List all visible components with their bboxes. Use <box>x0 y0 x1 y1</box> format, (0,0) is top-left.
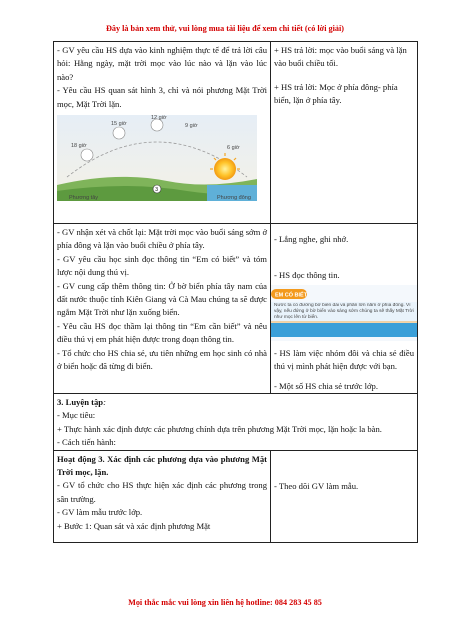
sun-icon <box>214 158 236 180</box>
teacher-activity-cell <box>54 450 271 542</box>
student-activity-text: - HS đọc thông tin. <box>274 270 340 281</box>
student-activity-cell <box>271 42 418 224</box>
practice-line: - Cách tiến hành: <box>57 437 116 448</box>
teacher-activity-text: - GV yêu cầu học sinh đọc thông tin “Em có biết” và tóm lược nội dung thú vị. <box>57 253 267 278</box>
teacher-activity-text: - GV yêu cầu HS dựa vào kinh nghiệm thực tế để trả lời câu hỏi: Hằng ngày, mặt trời mọc vào lúc nào và lặn vào lúc nào? <box>57 45 267 82</box>
did-you-know-text: Nước ta có đường bờ biển dài và phần lớn nằm ở phía đông. Vì vậy, nếu đứng ở bờ biển vào sáng sớm chúng ta sẽ thấy Mặt Trời như mọc lên từ biển. <box>274 302 414 320</box>
lesson-table <box>53 41 418 543</box>
preview-banner: Đây là bản xem thử, vui lòng mua tài liệu để xem chi tiết (có lời giải) <box>105 24 344 33</box>
teacher-activity-cell <box>54 42 271 224</box>
label-12-gio: 12 giờ <box>151 115 167 122</box>
teacher-activity-text: - Yêu cầu HS quan sát hình 3, chỉ và nói phương Mặt Trời mọc, Mặt Trời lặn. <box>57 85 267 109</box>
label-9-gio: 9 giờ <box>185 123 198 130</box>
label-west: Phương tây <box>69 195 98 202</box>
activity-heading: Hoạt động 3. Xác định các phương dựa vào phương Mặt Trời mọc, lặn. <box>57 453 267 478</box>
student-activity-cell <box>271 450 418 542</box>
teacher-activity-text: - Tổ chức cho HS chia sẻ, ưu tiên những em học sinh có nhà ở biển hoặc đã từng đi biển. <box>57 347 267 372</box>
table-row <box>54 394 418 451</box>
label-figure-number: 3 <box>155 187 159 194</box>
teacher-activity-cell <box>54 224 271 394</box>
blue-stripe <box>271 323 417 337</box>
teacher-activity-text: - GV làm mẫu trước lớp. <box>57 507 143 518</box>
teacher-activity-text: - GV cung cấp thêm thông tin: Ở bờ biển phía tây nam của đất nước thuộc tỉnh Kiên Giang và Cà Mau chúng ta sẽ được ngắm Mặt Trời như lặn xuống biển. <box>57 280 267 318</box>
student-activity-text: + HS trả lời: mọc vào buổi sáng và lặn vào buổi chiều tối. <box>274 45 407 69</box>
practice-heading-colon: : <box>103 397 106 408</box>
label-15-gio: 15 giờ <box>111 121 127 128</box>
hotline-footer: Mọi thắc mắc vui lòng xin liên hệ hotline: 084 283 45 85 <box>128 598 322 607</box>
practice-heading <box>57 396 414 409</box>
teacher-activity-text: - GV nhận xét và chốt lại: Mặt trời mọc vào buổi sáng sớm ở phía đông và lặn vào buổi chiều ở phía tây. <box>57 227 267 251</box>
table-row <box>54 224 418 394</box>
did-you-know-tag: EM CÓ BIẾT <box>275 292 308 299</box>
teacher-activity-text: - Yêu cầu HS đọc thầm lại thông tin “Em cần biết” và nêu điều thú vị em phát hiện được trong đoạn thông tin. <box>57 320 267 345</box>
label-6-gio: 6 giờ <box>227 145 240 152</box>
table-row <box>54 450 418 542</box>
sun-path-figure <box>57 115 257 201</box>
student-activity-text: - HS làm việc nhóm đôi và chia sẻ điều thú vị mình phát hiện được với bạn. <box>274 347 414 372</box>
student-activity-cell <box>271 224 418 394</box>
label-18-gio: 18 giờ <box>71 143 87 150</box>
student-activity-text: - Lắng nghe, ghi nhớ. <box>274 234 349 244</box>
teacher-activity-text: - GV tổ chức cho HS thực hiện xác định các phương trong sân trường. <box>57 480 267 504</box>
student-activity-text: - Một số HS chia sẻ trước lớp. <box>274 380 378 391</box>
student-activity-text: + HS trả lời: Mọc ở phía đông- phía biển, lặn ở phía tây. <box>274 81 398 106</box>
practice-line: + Thực hành xác định được các phương chính dựa trên phương Mặt Trời mọc, lặn hoặc la bàn. <box>57 423 382 434</box>
practice-heading-text: 3. Luyện tập <box>57 397 104 408</box>
practice-section-cell <box>54 394 418 451</box>
label-east: Phương đông <box>217 195 251 202</box>
practice-line: - Mục tiêu: <box>57 410 96 421</box>
student-activity-text: - Theo dõi GV làm mẫu. <box>274 480 359 491</box>
did-you-know-box <box>271 285 417 341</box>
table-row <box>54 42 418 224</box>
teacher-activity-text: + Bước 1: Quan sát và xác định phương Mặt <box>57 520 211 531</box>
